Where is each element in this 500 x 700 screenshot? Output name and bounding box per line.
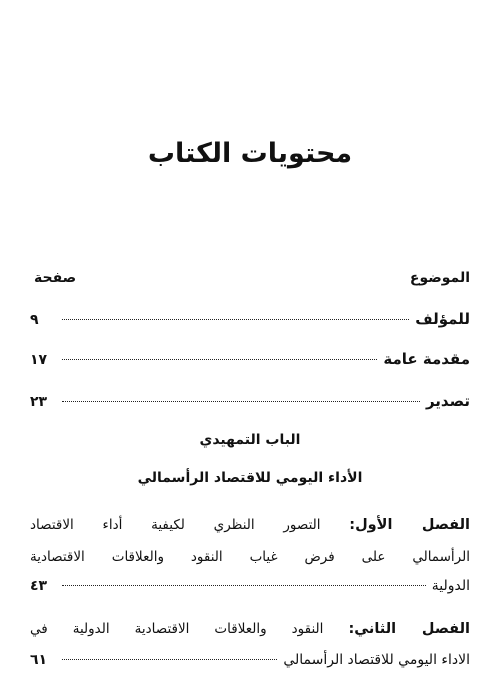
part-subtitle: الأداء اليومي للاقتصاد الرأسمالي xyxy=(137,470,363,486)
toc-entry-label: مقدمة عامة xyxy=(383,350,470,368)
leader-dots xyxy=(62,319,409,320)
chapter2-label: الفصل الثاني: xyxy=(348,621,470,637)
leader-dots xyxy=(62,401,420,402)
leader-dots xyxy=(62,659,277,660)
toc-entry xyxy=(30,652,470,668)
leader-dots xyxy=(62,585,426,586)
toc-entry-label: للمؤلف xyxy=(415,310,470,328)
toc-entry-page: ٦١ xyxy=(30,652,48,668)
topic-column-header: الموضوع xyxy=(409,270,470,286)
toc-entry xyxy=(30,310,470,328)
chapter1-title-part2: الرأسمالي على فرض غياب النقود والعلاقات الاقتصادية xyxy=(30,549,470,565)
chapter2-title-part1: النقود والعلاقات الاقتصادية الدولية في xyxy=(30,621,324,637)
toc-entry-label: تصدير xyxy=(425,392,470,410)
toc-entry xyxy=(30,350,470,368)
toc-entry-page: ٤٣ xyxy=(30,578,48,594)
toc-entry xyxy=(30,578,470,594)
chapter1-line1 xyxy=(30,510,470,540)
toc-entry xyxy=(30,392,470,410)
toc-entry-page: ٢٣ xyxy=(30,394,48,410)
toc-entry-page: ٩ xyxy=(30,312,39,328)
part-title: الباب التمهيدي xyxy=(199,432,301,448)
chapter1-title-part1: التصور النظري لكيفية أداء الاقتصاد xyxy=(30,517,321,533)
chapter1-label: الفصل الأول: xyxy=(349,517,470,533)
chapter2-line1 xyxy=(30,614,470,644)
chapter1-line2 xyxy=(30,542,470,572)
page-title: محتويات الكتاب xyxy=(147,138,353,169)
leader-dots xyxy=(62,359,377,360)
chapter1-title-part3: الدولية xyxy=(431,578,470,594)
chapter2-title-part2: الاداء اليومي للاقتصاد الرأسمالي xyxy=(283,652,470,668)
page-column-header: صفحة xyxy=(34,270,77,286)
toc-entry-page: ١٧ xyxy=(30,352,48,368)
